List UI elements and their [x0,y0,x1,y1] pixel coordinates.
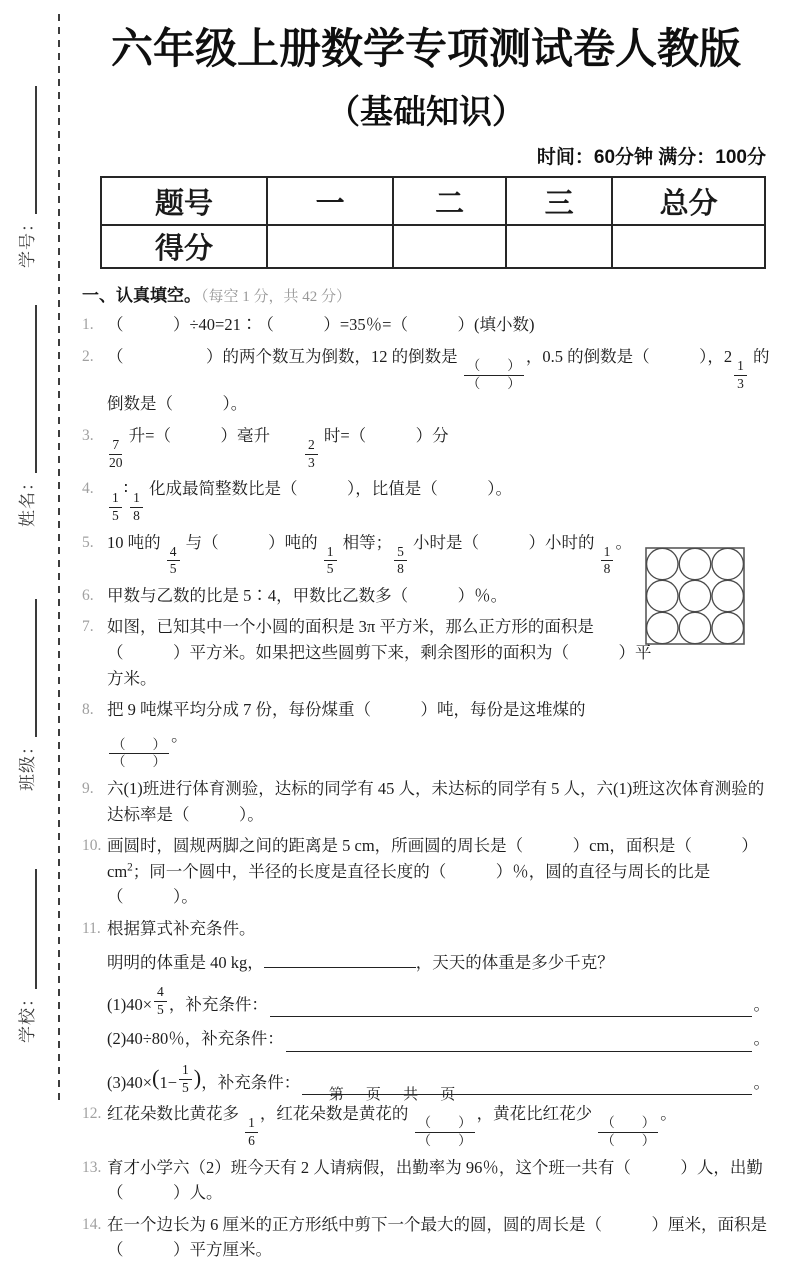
question-line [107,476,770,523]
fraction [734,359,747,391]
score-cell [267,225,393,268]
question-text-segment: ，红花朵数是黄花的 [259,1104,413,1124]
question-text-segment: 根据算式补充条件。 [107,918,256,938]
fraction [305,438,318,470]
sidebar-field-label: 学校： [17,989,37,1043]
big-paren: ) [193,1064,202,1090]
question-line [107,1155,770,1206]
section-header [82,281,770,306]
big-paren: ( [152,1064,160,1090]
score-row-label: 得分 [101,225,267,268]
question-text-segment: ，黄花比红花少 [476,1104,597,1124]
fraction-denominator: 8 [133,507,140,523]
question-item [82,344,770,417]
question-text-segment: 。 [615,532,632,552]
score-header-cell: 一 [267,177,393,225]
blank-fraction-numerator: （ ） [598,1116,658,1133]
question-item [82,312,770,338]
blank-fraction [415,1116,475,1148]
question-number: 5. [82,533,94,551]
blank-fraction-denominator: （ ） [601,1132,656,1148]
fraction-numerator: 1 [245,1116,258,1133]
question-number: 10. [82,837,102,855]
question-text-segment: 升=（ ）毫升 [124,425,303,445]
score-table [100,176,766,269]
blank-fraction-numerator: （ ） [415,1116,475,1133]
question-line [107,950,770,976]
question-line [107,583,652,609]
question-text [107,697,652,770]
question-line [107,697,652,770]
write-line [13,869,37,989]
question-number: 2. [82,347,94,365]
question-item [82,1212,770,1263]
question-line [107,833,770,910]
question-text-segment: 如图，已知其中一个小圆的面积是 3π 平方米，那么正方形的面积是（ ）平方米。如果把这些圆剪下来，剩余图形的面积为（ ）平方米。 [107,617,652,688]
question-text-segment: ，补充条件： [201,1072,301,1092]
fraction [167,545,180,577]
answer-blank [270,999,752,1017]
question-number: 7. [82,618,94,636]
question-text [107,1155,770,1206]
write-line [13,599,37,737]
answer-blank [264,951,416,968]
question-number: 11. [82,919,101,937]
question-number: 13. [82,1158,102,1176]
fraction-numerator: 4 [154,985,167,1002]
fraction-numerator: 2 [305,438,318,455]
question-text-segment: 10 吨的 [107,532,165,552]
section-score-note: （每空 1 分，共 42 分） [201,289,352,306]
fraction [109,491,122,523]
fraction-denominator: 3 [307,454,315,470]
question-number: 12. [82,1105,102,1123]
question-number: 4. [82,480,94,498]
answer-blank [286,1034,752,1052]
question-number: 8. [82,701,94,719]
question-text-segment: 。 [171,725,188,745]
blank-fraction [464,359,524,391]
fraction-denominator: 5 [169,561,177,577]
fraction-numerator: 1 [179,1063,192,1080]
question-line [107,312,770,338]
score-table-score-row [101,225,765,268]
question-text [107,312,770,338]
question-text-segment: 1− [159,1072,178,1092]
question-number: 9. [82,779,94,797]
sidebar-field [13,599,37,791]
score-cell [393,225,506,268]
question-item [82,423,770,470]
write-line [13,305,37,473]
question-text [107,1212,770,1263]
score-header-cell: 题号 [101,177,267,225]
question-text-segment: 甲数与乙数的比是 5∶4，甲数比乙数多（ ）％。 [107,585,508,605]
fraction-numerator: 1 [601,545,614,562]
blank-fraction-denominator: （ ） [466,375,521,391]
fraction-denominator: 5 [157,1001,164,1017]
question-text-segment: 在一个边长为 6 厘米的正方形纸中剪下一个最大的圆，圆的周长是（ ）厘米，面积是（ ）平方厘米。 [107,1214,767,1260]
fraction-denominator: 5 [112,507,119,523]
blank-fraction [109,738,169,770]
question-text-segment: ，0.5 的倒数是（ ），2 [525,346,733,366]
fraction-denominator: 8 [603,561,611,577]
question-item [82,1155,770,1206]
question-text-segment: （ ）的两个数互为倒数，12 的倒数是 [107,346,462,366]
question-number: 1. [82,316,94,334]
superscript: 2 [127,861,133,874]
questions [82,312,770,1262]
fraction-denominator: 5 [326,561,334,577]
question-text [107,1101,770,1148]
score-cell [612,225,765,268]
question-text-segment: 与（ ）吨的 [181,532,322,552]
question-text [107,614,652,691]
question-number: 6. [82,586,94,604]
blank-fraction [598,1116,658,1148]
question-text-segment: ，补充条件： [168,994,268,1014]
question-item [82,833,770,910]
fraction-denominator: 20 [109,454,123,470]
fraction-numerator: 1 [130,491,143,508]
question-text [107,476,770,523]
time-score-info: 时间：60分钟 满分：100分 [536,147,766,169]
question-item [82,916,770,1095]
question-item [82,697,770,770]
fraction-numerator: 1 [109,491,122,508]
question-text-segment: 时=（ ）分 [319,425,449,445]
sidebar-field-label: 学号： [17,214,37,268]
question-line [107,1212,770,1263]
question-item [82,776,770,827]
fraction-denominator: 8 [397,561,404,577]
paper-subtitle: （基础知识） [327,93,525,131]
paper-title: 六年级上册数学专项测试卷人教版 [110,25,741,72]
fraction [601,545,614,577]
question-text-segment: 红花朵数比黄花多 [107,1104,244,1124]
question-line [107,776,770,827]
question-text [107,833,770,910]
question-text [107,583,652,609]
fraction-numerator: 5 [394,545,407,562]
question-text [107,423,770,470]
question-line [107,423,770,470]
nine-circles-figure [645,547,746,646]
question-line [107,985,770,1017]
question-text-segment: 明明的体重是 40 kg， [107,953,264,973]
question-text-segment: ，天天的体重是多少千克？ [415,953,614,973]
question-text-segment: 。 [660,1104,677,1124]
question-text [107,344,770,417]
question-text-segment: 的倒数是（ ）。 [107,346,770,414]
fraction-denominator: 5 [182,1079,189,1095]
question-line [107,344,770,417]
question-text-segment: 。 [753,1072,770,1092]
sidebar-field-label: 班级： [17,737,37,791]
question-number: 14. [82,1215,102,1233]
question-line [107,1026,770,1052]
question-text-segment: （ ）÷40=21∶（ ）=35％=（ ）(填小数) [107,315,535,335]
question-text-segment: 六(1)班进行体育测验，达标的同学有 45 人，未达标的同学有 5 人，六(1)班这次体育测验的达标率是（ ）。 [107,778,765,824]
question-text-segment: 化成最简整数比是（ ），比值是（ ）。 [144,479,512,499]
question-text-segment: 相等； [338,532,393,552]
question-text-segment: 。 [753,1029,770,1049]
score-table-header-row [101,177,765,225]
page-footer: 第 页 共 页 [328,1086,465,1103]
question-text-segment: 育才小学六（2）班今天有 2 人请病假，出勤率为 96％，这个班一共有（ ）人，出勤（ ）人。 [107,1157,763,1203]
sidebar-field [13,305,37,527]
score-header-cell: 总分 [612,177,765,225]
question-line [107,916,770,942]
fraction [109,438,123,470]
sidebar-field [13,869,37,1043]
blank-fraction-denominator: （ ） [112,754,167,770]
question-text-segment: 小时是（ ）小时的 [408,532,599,552]
question-text-segment: ∶ [123,479,129,499]
fraction [324,545,337,577]
fraction-numerator: 7 [109,438,122,455]
sidebar-field-label: 姓名： [17,473,37,527]
binding-dashed-line [58,14,60,1106]
fraction [245,1116,258,1148]
question-text [107,916,770,1095]
score-header-cell: 三 [506,177,612,225]
question-text-segment: (1)40× [107,994,153,1014]
question-text [107,776,770,827]
fraction [130,491,143,523]
question-text-segment: 画圆时，圆规两脚之间的距离是 5 cm，所画圆的周长是（ ）cm，面积是（ ）cm [107,836,758,881]
question-number: 3. [82,426,94,444]
nine-circles-icon [645,547,746,646]
question-text-segment: 。 [753,994,770,1014]
question-text-segment: (3)40× [107,1072,153,1092]
blank-fraction-numerator: （ ） [109,738,169,755]
blank-fraction-denominator: （ ） [417,1132,472,1148]
question-item [82,476,770,523]
write-line [13,86,37,214]
blank-fraction-numerator: （ ） [464,359,524,376]
fraction-denominator: 6 [248,1132,255,1148]
fraction-numerator: 1 [324,545,337,562]
question-text-segment: ；同一个圆中，半径的长度是直径长度的（ ）％，圆的直径与周长的比是（ ）。 [107,861,711,907]
question-text-segment: (2)40÷80％，补充条件： [107,1029,284,1049]
question-line [107,1101,770,1148]
fraction-numerator: 4 [167,545,180,562]
question-line [107,614,652,691]
fraction-denominator: 3 [737,375,744,391]
score-header-cell: 二 [393,177,506,225]
fraction [394,545,407,577]
fraction [154,985,167,1017]
score-cell [506,225,612,268]
section-title: 一、认真填空。 [82,286,201,306]
sidebar-field [13,86,37,268]
fraction-numerator: 1 [734,359,747,376]
question-text-segment: 把 9 吨煤平均分成 7 份，每份煤重（ ）吨，每份是这堆煤的 [107,700,586,720]
question-item [82,1101,770,1148]
